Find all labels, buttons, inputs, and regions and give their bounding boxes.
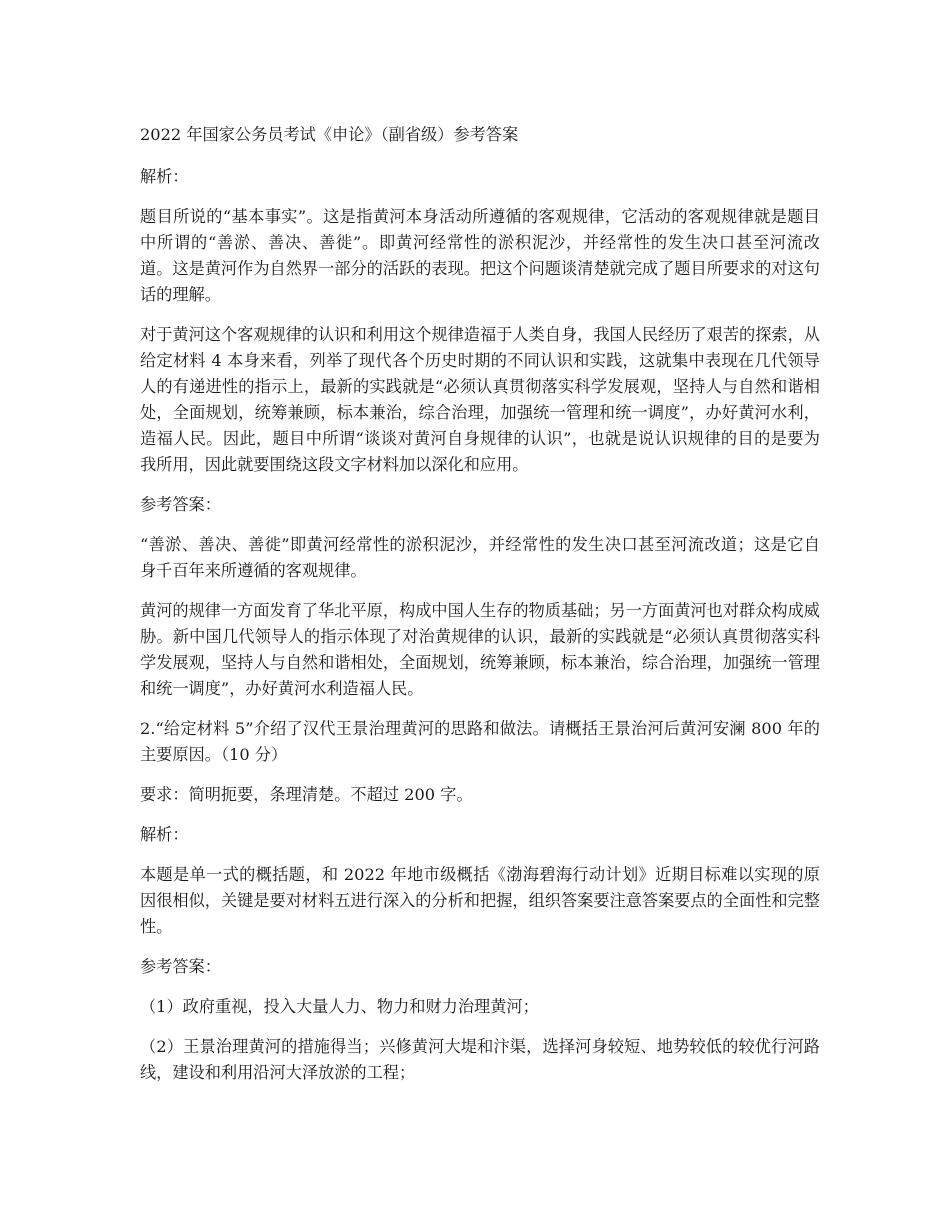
- paragraph-answer-silting: “善淤、善决、善徙”即黄河经常性的淤积泥沙，并经常性的发生决口甚至河流改道；这是它自身千百年来所遵循的客观规律。: [140, 535, 820, 580]
- paragraph-analysis-label-1: 解析：: [140, 167, 189, 186]
- document-title: 2022 年国家公务员考试《申论》（副省级）参考答案: [140, 125, 519, 144]
- paragraph-recognition-of-laws: 对于黄河这个客观规律的认识和利用这个规律造福于人类自身，我国人民经历了艰苦的探索，从给定材料 4 本身来看，列举了现代各个历史时期的不同认识和实践，这就集中表现在几代领导人的有递进性的指示上，最新的实践就是“必须认真贯彻落实科学发展观，坚持人与自然和谐相处，全面规划，统筹兼顾，标本兼治，综合治理，加强统一管理和统一调度”，办好黄河水利，造福人民。因此，题目中所谓“谈谈对黄河自身规律的认识”，也就是说认识规律的目的是要为我所用，因此就要围绕这段文字材料加以深化和应用。: [140, 325, 820, 474]
- paragraph-analysis-label-2: 解析：: [140, 825, 189, 844]
- paragraph-basic-facts: 题目所说的“基本事实”。这是指黄河本身活动所遵循的客观规律，它活动的客观规律就是题目中所谓的“善淤、善决、善徙”。即黄河经常性的淤积泥沙，并经常性的发生决口甚至河流改道。这是黄河作为自然界一部分的活跃的表现。把这个问题谈清楚就完成了题目所要求的对这句话的理解。: [140, 207, 820, 304]
- paragraph-question-2: 2.“给定材料 5”介绍了汉代王景治理黄河的思路和做法。请概括王景治河后黄河安澜 800 年的主要原因。（10 分）: [140, 719, 820, 764]
- paragraph-reference-answer-label-2: 参考答案：: [140, 957, 221, 976]
- paragraph-answer-point-2: （2）王景治理黄河的措施得当；兴修黄河大堤和汴渠，选择河身较短、地势较低的较优行河路线，建设和利用沿河大泽放淤的工程；: [140, 1037, 820, 1082]
- document-page: [140, 122, 820, 1100]
- paragraph-answer-point-1: （1）政府重视，投入大量人力、物力和财力治理黄河；: [140, 997, 539, 1016]
- paragraph-answer-north-china-plain: 黄河的规律一方面发育了华北平原，构成中国人生存的物质基础；另一方面黄河也对群众构成威胁。新中国几代领导人的指示体现了对治黄规律的认识，最新的实践就是“必须认真贯彻落实科学发展观，坚持人与自然和谐相处，全面规划，统筹兼顾，标本兼治，综合治理，加强统一管理和统一调度”，办好黄河水利造福人民。: [140, 601, 820, 698]
- paragraph-reference-answer-label-1: 参考答案：: [140, 495, 221, 514]
- paragraph-requirements: 要求：简明扼要，条理清楚。不超过 200 字。: [140, 785, 473, 804]
- paragraph-summary-question: 本题是单一式的概括题，和 2022 年地市级概括《渤海碧海行动计划》近期目标难以实现的原因很相似，关键是要对材料五进行深入的分析和把握，组织答案要注意答案要点的全面性和完整性。: [140, 865, 820, 936]
